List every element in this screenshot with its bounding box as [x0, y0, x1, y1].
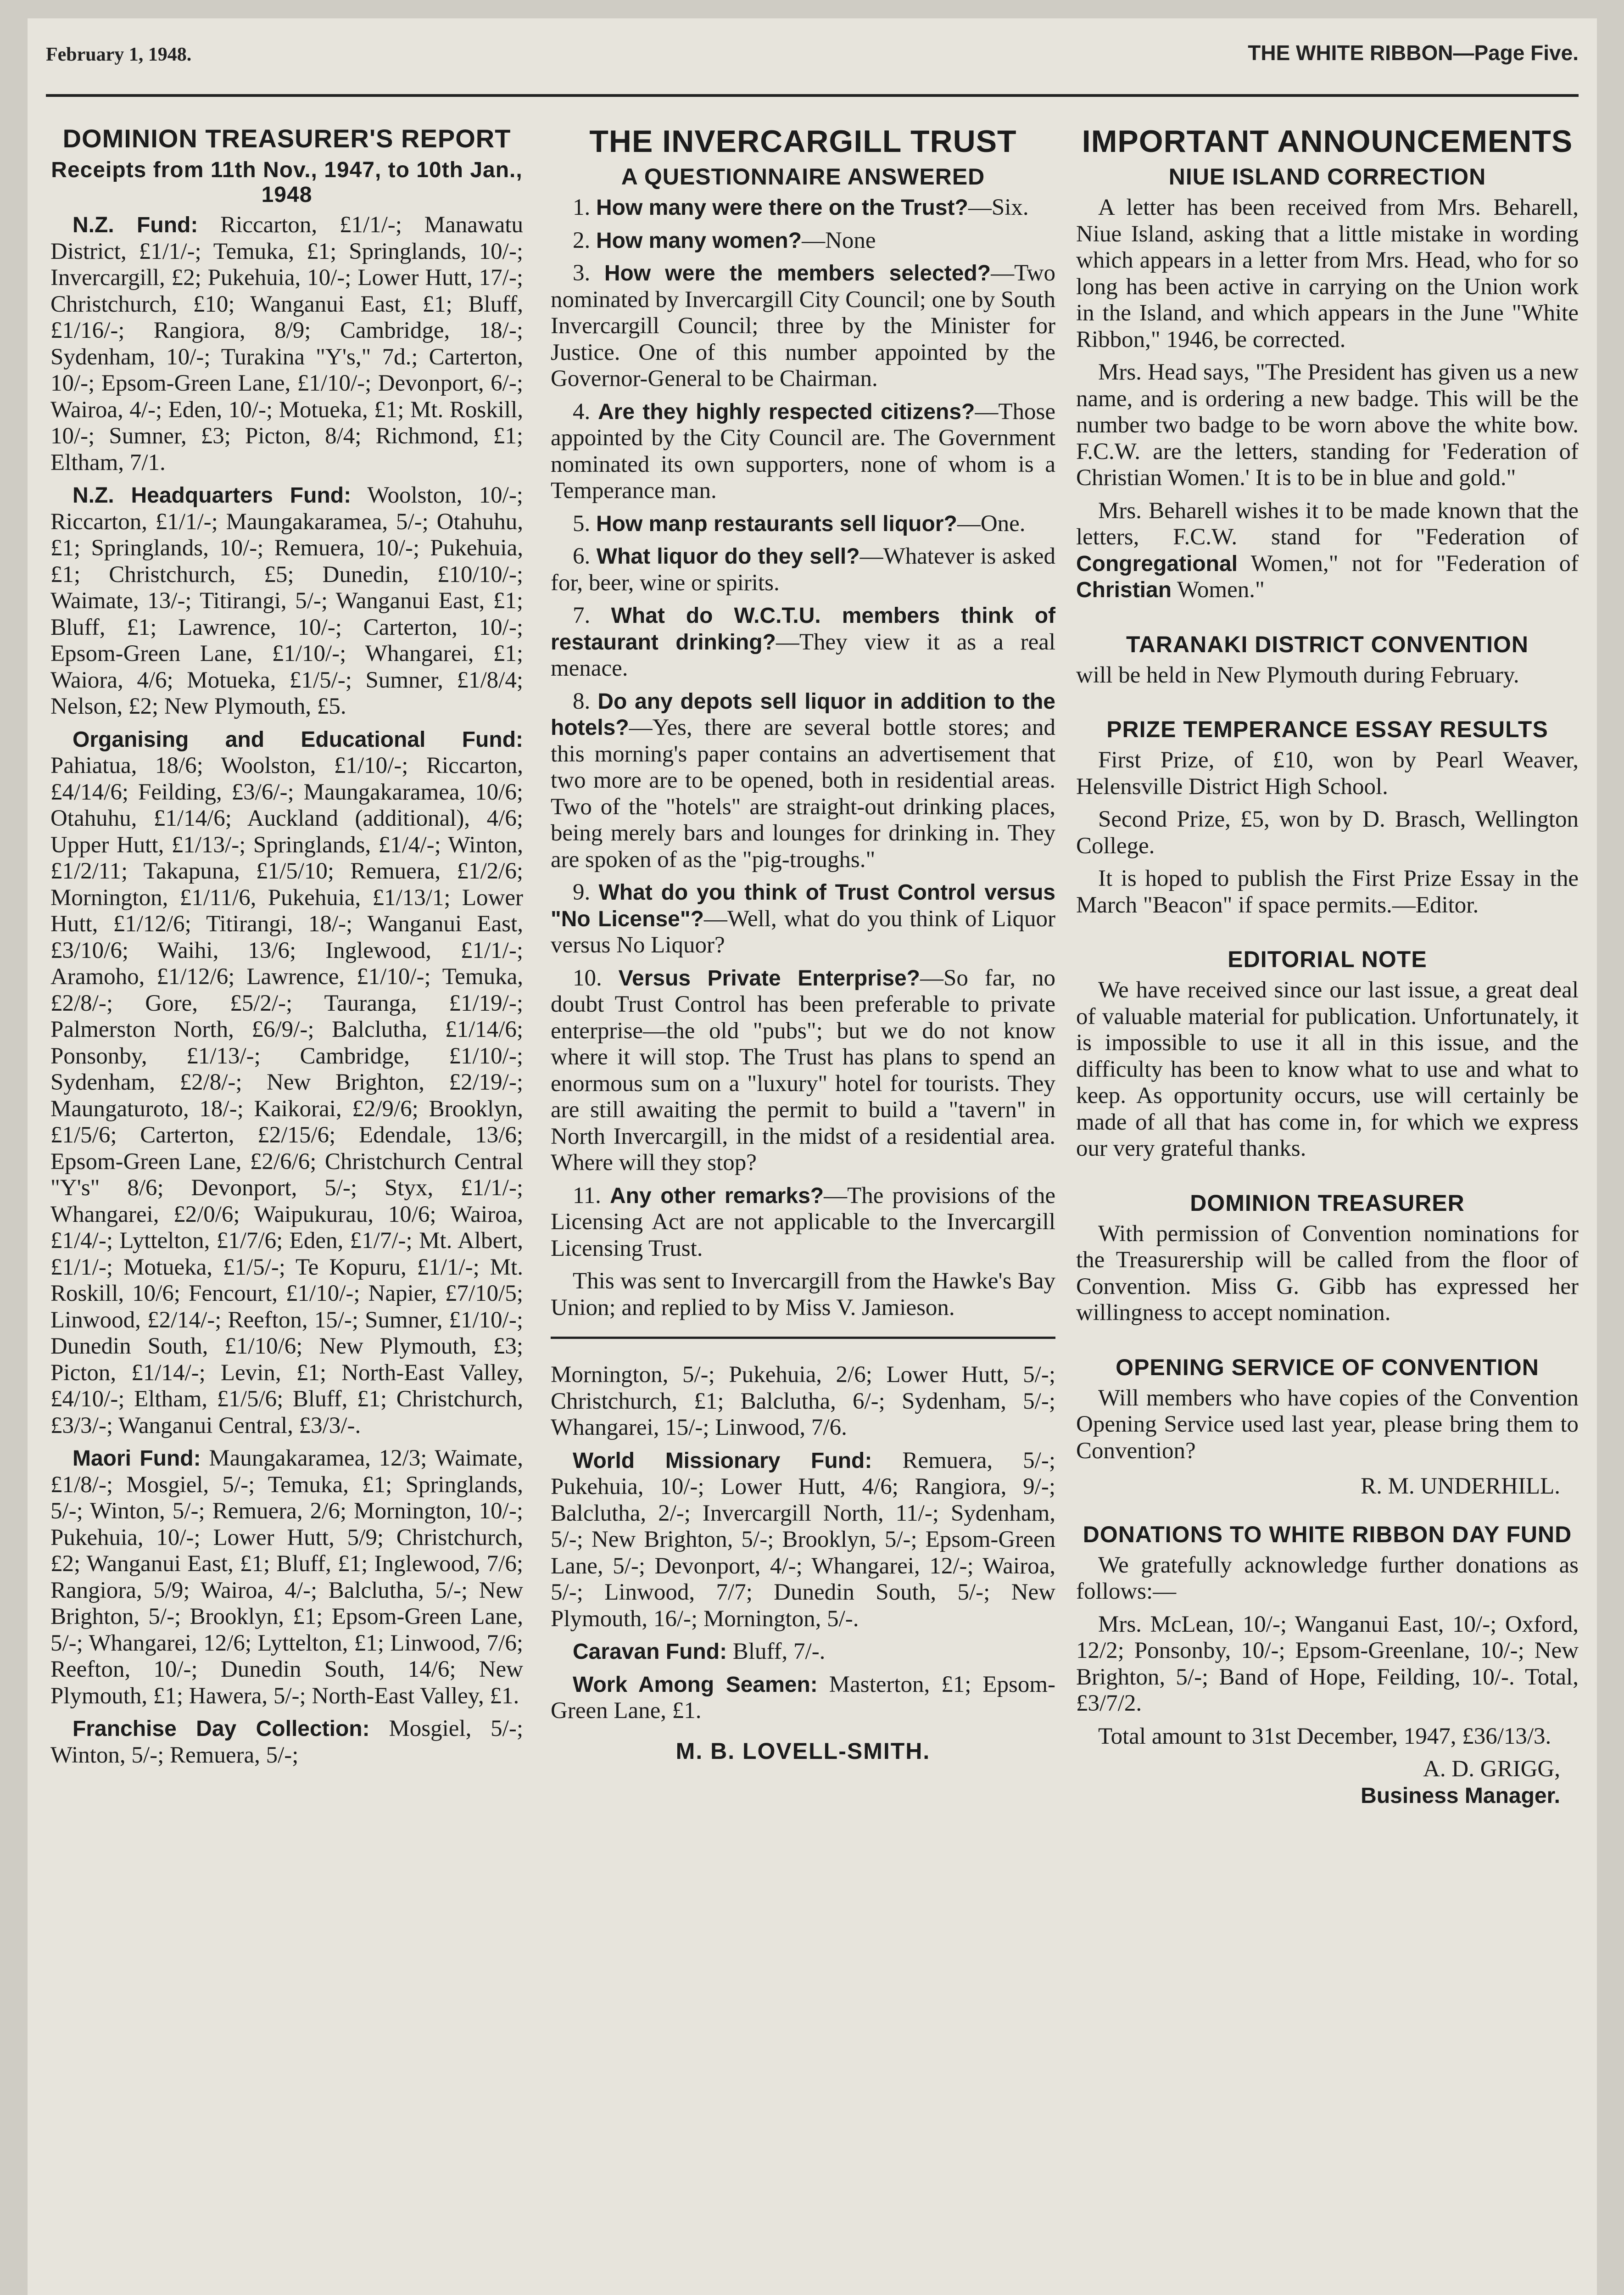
donations-signature-name: A. D. GRIGG,	[1423, 1756, 1560, 1782]
franchise-text: Mosgiel, 5/-; Winton, 5/-; Remuera, 5/-;	[50, 1716, 523, 1768]
section-divider	[551, 1337, 1055, 1339]
treasurer-report-heading: DOMINION TREASURER'S REPORT	[62, 124, 511, 153]
editorial-text: We have received since our last issue, a great deal of valuable material for publication. Unfortunately, it is impossible to use it all in this issue, and the difficulty has been to know what to use and what to keep. As opportunity occurs, use will certainly be made of all that has come in, for which we express our very grateful thanks.	[1076, 977, 1579, 1161]
qa-list	[551, 195, 1055, 1262]
taranaki-heading: TARANAKI DISTRICT CONVENTION	[1126, 631, 1529, 657]
opening-service-text: Will members who have copies of the Convention Opening Service used last year, please bring them to Convention?	[1076, 1385, 1579, 1464]
prize-paragraph-3: It is hoped to publish the First Prize Essay in the March "Beacon" if space permits.—Editor.	[1076, 866, 1579, 918]
qa-item: 1. How many were there on the Trust?—Six.	[573, 195, 1029, 220]
maori-fund-text: Maungakaramea, 12/3; Waimate, £1/8/-; Mosgiel, 5/-; Temuka, £1; Springlands, 5/-; Winton, 5/-; Remuera, 2/6; Mornington, 10/-; Pukehuia, 10/-; Lower Hutt, 5/9; Christchurch, £2; Wanganui East, £1; Bluff, £1; Inglewood, 7/6; Rangiora, 5/9; Wairoa, 4/-; Balclutha, 5/-; New Brighton, 5/-; Brooklyn, £1; Epsom-Green Lane, 5/-; Whangarei, 12/6; Lyttelton, £1; Linwood, 7/6; Reefton, 10/-; Dunedin South, 14/6; New Plymouth, £1; Hawera, 5/-; North-East Valley, £1.	[50, 1445, 523, 1709]
qa-item: 8. Do any depots sell liquor in addition to the hotels?—Yes, there are several bottle stores; and this morning's paper contains an advertisement that two more are to be opened, both in residential areas. Two of the "hotels" are straight-out drinking places, being merely bars and lounges for drinking in. They are spoken of as the "pig-troughs."	[551, 688, 1056, 873]
taranaki-text: will be held in New Plymouth during February.	[1076, 662, 1519, 688]
caravan-fund-label: Caravan Fund:	[573, 1640, 727, 1664]
qa-item: 4. Are they highly respected citizens?—Those appointed by the City Council are. The Government nominated its own supporters, none of whom is a Temperance man.	[551, 398, 1056, 504]
niue-heading: NIUE ISLAND CORRECTION	[1168, 164, 1486, 190]
qa-item: 11. Any other remarks?—The provisions of the Licensing Act are not applicable to the Invercargill Licensing Trust.	[551, 1182, 1055, 1261]
trust-heading: THE INVERCARGILL TRUST	[589, 124, 1017, 159]
dominion-treasurer-heading: DOMINION TREASURER	[1190, 1190, 1465, 1216]
franchise-label: Franchise Day Collection:	[73, 1717, 370, 1741]
donations-paragraph-3: Total amount to 31st December, 1947, £36/13/3.	[1098, 1723, 1551, 1749]
trust-closing: This was sent to Invercargill from the Hawke's Bay Union; and replied to by Miss V. Jamieson.	[551, 1268, 1055, 1321]
treasurer-report-subheading: Receipts from 11th Nov., 1947, to 10th Jan., 1948	[51, 158, 523, 207]
trust-subheading: A QUESTIONNAIRE ANSWERED	[621, 164, 985, 190]
column-announcements	[1076, 124, 1579, 1809]
niue-paragraph-3: Mrs. Beharell wishes it to be made known that the letters, F.C.W. stand for "Federation of Congregational Women," not for "Federation of Christian Women."	[1076, 498, 1579, 603]
donations-signature-title: Business Manager.	[1361, 1783, 1560, 1808]
world-fund-paragraph	[551, 1448, 1055, 1633]
newspaper-page	[28, 18, 1597, 2295]
hq-fund-paragraph	[50, 482, 523, 720]
opening-service-signature: R. M. UNDERHILL.	[1361, 1473, 1560, 1499]
column-treasurer-report	[50, 124, 523, 1775]
org-fund-label: Organising and Educational Fund:	[73, 727, 523, 752]
continued-list: Mornington, 5/-; Pukehuia, 2/6; Lower Hutt, 5/-; Christchurch, £1; Balclutha, 6/-; Sydenham, 5/-; Whangarei, 15/-; Linwood, 7/6.	[551, 1362, 1055, 1440]
qa-item: 9. What do you think of Trust Control versus "No License"?—Well, what do you think of Liquor versus No Liquor?	[551, 879, 1056, 958]
qa-item: 7. What do W.C.T.U. members think of restaurant drinking?—They view it as a real menace.	[551, 603, 1056, 681]
opening-service-heading: OPENING SERVICE OF CONVENTION	[1116, 1354, 1539, 1380]
dominion-treasurer-text: With permission of Convention nominations for the Treasurership will be called from the floor of Convention. Miss G. Gibb has expressed her willingness to accept nomination.	[1076, 1220, 1579, 1326]
prize-paragraph-2: Second Prize, £5, won by D. Brasch, Wellington College.	[1076, 806, 1579, 859]
page-header-title: THE WHITE RIBBON—Page Five.	[1248, 41, 1579, 65]
prize-heading: PRIZE TEMPERANCE ESSAY RESULTS	[1106, 716, 1548, 742]
header-rule	[46, 94, 1579, 97]
announcements-heading: IMPORTANT ANNOUNCEMENTS	[1082, 124, 1573, 159]
qa-item: 3. How were the members selected?—Two nominated by Invercargill City Council; one by South Invercargill Council; three by the Minister for Justice. One of this number appointed by the Governor-General to be Chairman.	[551, 260, 1056, 392]
donations-heading: DONATIONS TO WHITE RIBBON DAY FUND	[1083, 1521, 1572, 1547]
prize-paragraph-1: First Prize, of £10, won by Pearl Weaver, Helensville District High School.	[1076, 747, 1579, 800]
donations-paragraph-2: Mrs. McLean, 10/-; Wanganui East, 10/-; Oxford, 12/2; Ponsonby, 10/-; Epsom-Greenlane, 10/-; New Brighton, 5/-; Band of Hope, Feilding, 10/-. Total, £3/7/2.	[1076, 1611, 1579, 1716]
org-fund-paragraph	[50, 727, 523, 1439]
hq-fund-text: Woolston, 10/-; Riccarton, £1/1/-; Maungakaramea, 5/-; Otahuhu, £1; Springlands, 10/-; Remuera, 10/-; Pukehuia, £1; Christchurch, £5; Dunedin, £10/10/-; Waimate, 13/-; Titirangi, 5/-; Wanganui East, £1; Bluff, £1; Lawrence, 10/-; Carterton, 10/-; Epsom-Green Lane, £1/10/-; Whangarei, £1; Waiora, 4/6; Motueka, £1/5/-; Sumner, £1/8/4; Nelson, £2; New Plymouth, £5.	[50, 482, 523, 719]
hq-fund-label: N.Z. Headquarters Fund:	[73, 483, 352, 508]
caravan-fund-text: Bluff, 7/-.	[732, 1639, 826, 1664]
column-invercargill-trust	[551, 124, 1055, 1764]
nz-fund-text: Riccarton, £1/1/-; Manawatu District, £1/1/-; Temuka, £1; Springlands, 10/-; Invercargill, £2; Pukehuia, 10/-; Lower Hutt, 17/-; Christchurch, £10; Wanganui East, £1; Bluff, £1/16/-; Rangiora, 8/9; Cambridge, 18/-; Sydenham, 10/-; Turakina "Y's," 7d.; Carterton, 10/-; Epsom-Green Lane, £1/10/-; Devonport, 6/-; Wairoa, 4/-; Eden, 10/-; Motueka, £1; Mt. Roskill, 10/-; Sumner, £3; Picton, 8/4; Richmond, £1; Eltham, 7/1.	[50, 212, 524, 476]
seamen-fund-paragraph	[551, 1672, 1055, 1724]
qa-item: 10. Versus Private Enterprise?—So far, no doubt Trust Control has been preferable to private enterprise—the old "pubs"; but we do not know where it will stop. The Trust has plans to spend an enormous sum on a "luxury" hotel for tourists. They are still awaiting the permit to build a "tavern" in North Invercargill, in the midst of a residential area. Where will they stop?	[551, 965, 1055, 1175]
qa-item: 6. What liquor do they sell?—Whatever is asked for, beer, wine or spirits.	[551, 543, 1055, 596]
qa-item: 5. How manp restaurants sell liquor?—One.	[573, 510, 1026, 537]
niue-paragraph-1: A letter has been received from Mrs. Beharell, Niue Island, asking that a little mistake in wording which appears in a letter from Mrs. Head, who for so long has been active in carrying on the Union work in the Island, and which appears in the June "White Ribbon," 1946, be corrected.	[1076, 195, 1579, 353]
maori-fund-paragraph	[50, 1445, 523, 1709]
niue-paragraph-2: Mrs. Head says, "The President has given us a new name, and is ordering a new badge. This will be the number two badge to be worn above the white bow. F.C.W. are the letters, standing for 'Federation of Christian Women.' It is to be in blue and gold."	[1076, 359, 1579, 491]
nz-fund-paragraph	[50, 212, 523, 476]
org-fund-text: Pahiatua, 18/6; Woolston, £1/10/-; Riccarton, £4/14/6; Feilding, £3/6/-; Maungakaramea, 10/6; Otahuhu, £1/14/6; Auckland (additional), 4/6; Upper Hutt, £1/13/-; Springlands, £1/4/-; Winton, £1/2/11; Takapuna, £1/5/10; Remuera, £1/2/6; Mornington, £1/11/6, Pukehuia, £1/13/1; Lower Hutt, £1/12/6; Titirangi, 18/-; Wanganui East, £3/10/6; Waihi, 13/6; Inglewood, £1/1/-; Aramoho, £1/12/6; Lawrence, £1/10/-; Temuka, £2/8/-; Gore, £5/2/-; Tauranga, £1/19/-; Palmerston North, £6/9/-; Balclutha, £1/14/6; Ponsonby, £1/13/-; Cambridge, £1/10/-; Sydenham, £2/8/-; New Brighton, £2/19/-; Maungaturoto, 18/-; Kaikorai, £2/9/6; Brooklyn, £1/5/6; Carterton, £2/15/6; Edendale, 13/6; Epsom-Green Lane, £2/6/6; Christchurch Central "Y's" 8/6; Devonport, 5/-; Styx, £1/1/-; Whangarei, £2/0/6; Waipukurau, 10/6; Wairoa, £1/4/-; Lyttelton, £1/7/6; Eden, £1/7/-; Mt. Albert, £1/1/-; Motueka, £1/5/-; Te Kopuru, £1/1/-; Mt. Roskill, 10/6; Fencourt, £1/10/-; Napier, £7/10/5; Linwood, £2/14/-; Reefton, 15/-; Sumner, £1/10/-; Dunedin South, £1/10/6; New Plymouth, £3; Picton, £1/14/-; Levin, £1; North-East Valley, £4/10/-; Eltham, £1/5/6; Bluff, £1; Christchurch, £3/3/-; Wanganui Central, £3/3/-.	[50, 753, 523, 1439]
treasurer-signature: M. B. LOVELL-SMITH.	[675, 1738, 931, 1764]
seamen-fund-text: Masterton, £1; Epsom-Green Lane, £1.	[551, 1671, 1055, 1724]
maori-fund-label: Maori Fund:	[73, 1446, 201, 1471]
world-fund-text: Remuera, 5/-; Pukehuia, 10/-; Lower Hutt, 4/6; Rangiora, 9/-; Balclutha, 2/-; Invercargill North, 11/-; Sydenham, 5/-; New Brighton, 5/-; Brooklyn, 5/-; Epsom-Green Lane, 5/-; Devonport, 4/-; Whangarei, 12/-; Wairoa, 5/-; Linwood, 7/7; Dunedin South, 5/-; New Plymouth, 16/-; Mornington, 5/-.	[551, 1447, 1055, 1632]
donations-paragraph-1: We gratefully acknowledge further donations as follows:—	[1076, 1552, 1579, 1604]
caravan-fund-paragraph	[551, 1639, 1055, 1665]
page-date: February 1, 1948.	[46, 44, 192, 65]
franchise-paragraph	[50, 1716, 523, 1769]
qa-item: 2. How many women?—None	[573, 227, 876, 253]
nz-fund-label: N.Z. Fund:	[73, 213, 198, 237]
world-fund-label: World Missionary Fund:	[573, 1448, 872, 1473]
editorial-heading: EDITORIAL NOTE	[1228, 946, 1427, 972]
seamen-fund-label: Work Among Seamen:	[573, 1672, 818, 1697]
